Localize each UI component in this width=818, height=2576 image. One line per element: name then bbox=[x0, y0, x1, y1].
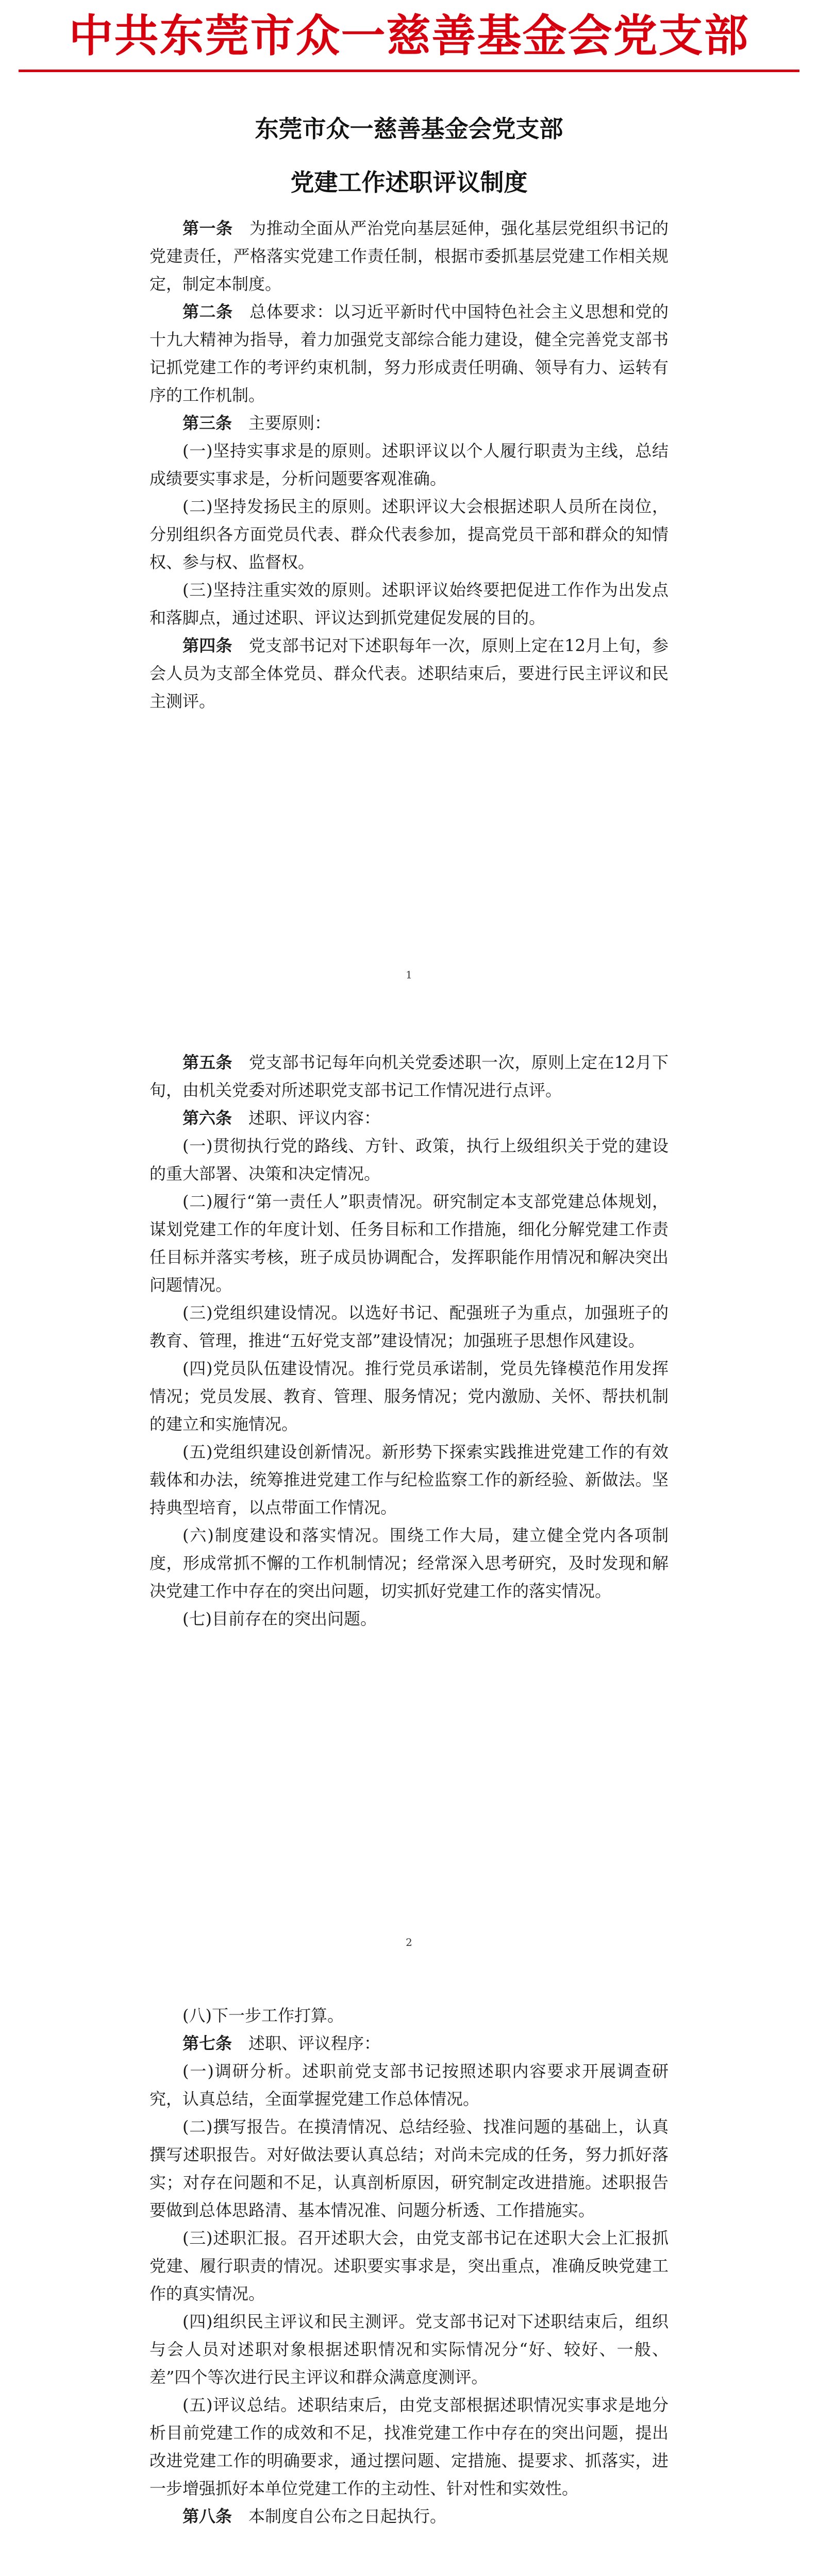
document-page-2 bbox=[0, 979, 818, 1953]
page-content bbox=[149, 113, 669, 715]
sub-item-text: (四)党员队伍建设情况。推行党员承诺制，党员先锋模范作用发挥情况；党员发展、教育、管理、服务情况；党内激励、关怀、帮扶机制的建立和实施情况。 bbox=[149, 1359, 669, 1434]
document-page-1 bbox=[0, 77, 818, 979]
article-heading: 第七条 bbox=[182, 2033, 232, 2053]
article-paragraph bbox=[149, 298, 669, 409]
sub-item-paragraph bbox=[149, 1521, 669, 1605]
article-text: 主要原则： bbox=[248, 413, 331, 433]
article-paragraph bbox=[149, 214, 669, 298]
article-heading: 第一条 bbox=[182, 218, 233, 238]
sub-item-text: (二)坚持发扬民主的原则。述职评议大会根据述职人员所在岗位，分别组织各方面党员代表、群众代表参加，提高党员干部和群众的知情权、参与权、监督权。 bbox=[149, 497, 669, 572]
sub-item-paragraph bbox=[149, 1605, 669, 1633]
sub-item-text: (二)撰写报告。在摸清情况、总结经验、找准问题的基础上，认真撰写述职报告。对好做法要认真总结；对尚未完成的任务，努力抓好落实；对存在问题和不足，认真剖析原因，研究制定改进措施。述职报告要做到总体思路清、基本情况准、问题分析透、工作措施实。 bbox=[149, 2117, 669, 2220]
article-heading: 第五条 bbox=[182, 1053, 232, 1072]
sub-item-paragraph bbox=[149, 1354, 669, 1438]
sub-item-text: (五)评议总结。述职结束后，由党支部根据述职情况实事求是地分析目前党建工作的成效和不足，找准党建工作中存在的突出问题，提出改进党建工作的明确要求，通过摆问题、定措施、提要求、抓落实，进一步增强抓好本单位党建工作的主动性、针对性和实效性。 bbox=[149, 2395, 669, 2498]
article-heading: 第三条 bbox=[182, 413, 232, 433]
page-content bbox=[149, 1048, 669, 1633]
sub-item-paragraph bbox=[149, 493, 669, 576]
sub-item-paragraph bbox=[149, 2308, 669, 2391]
sub-item-text: (七)目前存在的突出问题。 bbox=[182, 1609, 377, 1629]
article-paragraph bbox=[149, 2502, 669, 2530]
article-heading: 第四条 bbox=[182, 636, 232, 655]
sub-item-paragraph bbox=[149, 2224, 669, 2308]
sub-item-paragraph bbox=[149, 1188, 669, 1299]
page-content bbox=[149, 2002, 669, 2530]
sub-item-paragraph bbox=[149, 1299, 669, 1354]
article-text: 述职、评议程序： bbox=[248, 2033, 381, 2053]
article-text: 本制度自公布之日起执行。 bbox=[248, 2506, 447, 2526]
sub-item-paragraph bbox=[149, 1132, 669, 1188]
article-heading: 第二条 bbox=[182, 302, 233, 321]
page-number: 2 bbox=[406, 1936, 412, 1948]
article-heading: 第八条 bbox=[182, 2506, 232, 2526]
article-text: 述职、评议内容： bbox=[248, 1108, 381, 1128]
page-number: 1 bbox=[406, 969, 412, 981]
article-paragraph bbox=[149, 1048, 669, 1104]
sub-item-text: (三)述职汇报。召开述职大会，由党支部书记在述职大会上汇报抓党建、履行职责的情况。述职要实事求是，突出重点，准确反映党建工作的真实情况。 bbox=[149, 2228, 669, 2303]
document-organization: 东莞市众一慈善基金会党支部 bbox=[255, 115, 563, 143]
banner-divider bbox=[19, 70, 799, 72]
sub-item-text: (一)贯彻执行党的路线、方针、政策，执行上级组织关于党的建设的重大部署、决策和决定情况。 bbox=[149, 1136, 669, 1183]
sub-item-paragraph bbox=[149, 2391, 669, 2502]
sub-item-text: (五)党组织建设创新情况。新形势下探索实践推进党建工作的有效载体和办法，统筹推进党建工作与纪检监察工作的新经验、新做法。坚持典型培育，以点带面工作情况。 bbox=[149, 1442, 669, 1517]
article-paragraph bbox=[149, 409, 669, 437]
article-text: 为推动全面从严治党向基层延伸，强化基层党组织书记的党建责任，严格落实党建工作责任制，根据市委抓基层党建工作相关规定，制定本制度。 bbox=[149, 218, 669, 294]
sub-item-text: (三)党组织建设情况。以选好书记、配强班子为重点，加强班子的教育、管理，推进“五好党支部”建设情况；加强班子思想作风建设。 bbox=[149, 1303, 669, 1350]
article-paragraph bbox=[149, 2029, 669, 2057]
article-text: 党支部书记对下述职每年一次，原则上定在12月上旬，参会人员为支部全体党员、群众代表。述职结束后，要进行民主评议和民主测评。 bbox=[149, 636, 669, 711]
sub-item-text: (三)坚持注重实效的原则。述职评议始终要把促进工作作为出发点和落脚点，通过述职、评议达到抓党建促发展的目的。 bbox=[149, 580, 669, 628]
sub-item-text: (一)调研分析。述职前党支部书记按照述职内容要求开展调查研究，认真总结，全面掌握党建工作总体情况。 bbox=[149, 2061, 669, 2109]
sub-item-text: (六)制度建设和落实情况。围绕工作大局，建立健全党内各项制度，形成常抓不懈的工作机制情况；经常深入思考研究，及时发现和解决党建工作中存在的突出问题，切实抓好党建工作的落实情况。 bbox=[149, 1526, 669, 1601]
sub-item-paragraph bbox=[149, 1438, 669, 1521]
document-banner bbox=[0, 0, 818, 77]
document-title: 党建工作述职评议制度 bbox=[290, 168, 528, 196]
sub-item-text: (二)履行“第一责任人”职责情况。研究制定本支部党建总体规划，谋划党建工作的年度计划、任务目标和工作措施，细化分解党建工作责任目标并落实考核，班子成员协调配合，发挥职能作用情况和解决突出问题情况。 bbox=[149, 1192, 669, 1295]
sub-item-paragraph bbox=[149, 2057, 669, 2113]
article-paragraph bbox=[149, 632, 669, 715]
article-paragraph bbox=[149, 1104, 669, 1132]
article-text: 党支部书记每年向机关党委述职一次，原则上定在12月下旬，由机关党委对所述职党支部书记工作情况进行点评。 bbox=[149, 1053, 669, 1100]
sub-item-paragraph bbox=[149, 576, 669, 632]
article-heading: 第六条 bbox=[182, 1108, 232, 1128]
sub-item-text: (一)坚持实事求是的原则。述职评议以个人履行职责为主线，总结成绩要实事求是，分析问题要客观准确。 bbox=[149, 441, 669, 488]
article-text: 总体要求：以习近平新时代中国特色社会主义思想和党的十九大精神为指导，着力加强党支部综合能力建设，健全完善党支部书记抓党建工作的考评约束机制，努力形成责任明确、领导有力、运转有序的工作机制。 bbox=[149, 302, 669, 405]
document-page-3 bbox=[0, 1953, 818, 2576]
sub-item-paragraph bbox=[149, 437, 669, 493]
banner-title: 中共东莞市众一慈善基金会党支部 bbox=[69, 10, 749, 62]
sub-item-text: (八)下一步工作打算。 bbox=[182, 2006, 344, 2025]
sub-item-paragraph bbox=[149, 2113, 669, 2224]
sub-item-paragraph bbox=[149, 2002, 669, 2029]
sub-item-text: (四)组织民主评议和民主测评。党支部书记对下述职结束后，组织与会人员对述职对象根据述职情况和实际情况分“好、较好、一般、差”四个等次进行民主评议和群众满意度测评。 bbox=[149, 2312, 669, 2387]
